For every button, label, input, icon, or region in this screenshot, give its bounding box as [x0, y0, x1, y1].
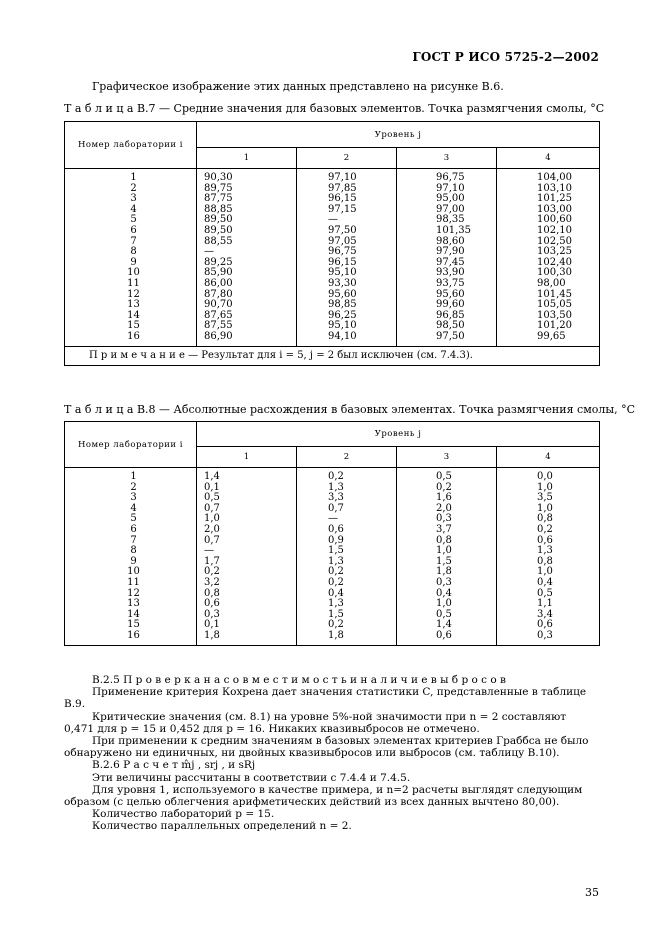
table-cell: 0,5 [436, 471, 452, 482]
table2-level3-column [397, 472, 496, 642]
table-cell: 6 [130, 523, 137, 535]
table-cell: 99,60 [436, 299, 465, 311]
table-cell: 8 [130, 246, 137, 258]
table-cell: 86,90 [204, 330, 233, 342]
table-cell: 1,3 [537, 545, 553, 557]
table-cell: 5 [130, 513, 137, 525]
table-cell: 0,2 [328, 576, 344, 588]
table-cell: 102,40 [537, 256, 572, 268]
table-cell: 0,5 [537, 587, 553, 599]
table-cell: 0,2 [436, 481, 452, 493]
table-cell: 100,60 [537, 214, 572, 226]
table-cell: 87,55 [204, 320, 233, 332]
table-cell: 0,2 [328, 566, 344, 578]
table-cell: 87,75 [204, 193, 233, 205]
table-cell: 97,90 [436, 246, 465, 258]
table-cell: 102,10 [537, 224, 572, 236]
table-cell: 0,7 [204, 502, 220, 514]
table-cell: 1,0 [537, 566, 553, 578]
table2-lab-column [65, 472, 196, 642]
table-cell: 2 [130, 182, 137, 194]
table-cell: 93,90 [436, 267, 465, 279]
table-cell: 87,80 [204, 288, 233, 300]
table-cell: 101,35 [436, 224, 471, 236]
table-cell: 97,85 [328, 182, 357, 194]
table-cell: 0,8 [204, 587, 220, 599]
table-cell: 98,60 [436, 235, 465, 247]
table-cell: 98,35 [436, 214, 465, 226]
table-cell: 16 [127, 330, 140, 342]
table-cell: 2,0 [436, 502, 452, 514]
table-cell: 90,70 [204, 299, 233, 311]
table-cell: 0,2 [328, 471, 344, 482]
table-cell: 0,2 [204, 566, 220, 578]
table2-level2-column [297, 472, 396, 642]
table-cell: 95,00 [436, 193, 465, 205]
table1-level-3: 3 [397, 148, 497, 169]
table-cell: 89,50 [204, 214, 233, 226]
table-cell: 97,45 [436, 256, 465, 268]
table1-level-1: 1 [197, 148, 297, 169]
table-cell: 0,9 [328, 534, 344, 546]
table-cell: — [328, 214, 338, 226]
table-cell: 11 [127, 576, 140, 588]
table-cell: 88,85 [204, 203, 233, 215]
table-cell: 16 [127, 629, 140, 641]
table-cell: 103,00 [537, 203, 572, 215]
section-text [64, 674, 599, 833]
table-cell: 10 [127, 566, 140, 578]
table-cell: 15 [127, 619, 140, 631]
table-cell: 98,50 [436, 320, 465, 332]
para-labs-count: Количество лабораторий p = 15. [92, 808, 275, 821]
table-cell: 96,15 [328, 193, 357, 205]
table-cell: 13 [127, 598, 140, 610]
table-cell: 96,15 [328, 256, 357, 268]
table1-caption [64, 102, 604, 115]
table1-caption-label: Т а б л и ц а [64, 102, 134, 115]
table-cell: 1,5 [328, 608, 344, 620]
table-cell: 13 [127, 299, 140, 311]
table-cell: 1,1 [537, 598, 553, 610]
table1-level4-column [497, 173, 599, 343]
table-cell: 11 [127, 277, 140, 289]
table-cell: 0,1 [204, 619, 220, 631]
table-cell: 15 [127, 320, 140, 332]
b25-title: В.2.5 П р о в е р к а н а с о в м е с т и м о с т ь и н а л и ч и е в ы б р о с о в [92, 674, 506, 686]
table2-level-3: 3 [397, 447, 497, 468]
table-cell: 95,60 [328, 288, 357, 300]
table-cell: 0,5 [204, 492, 220, 504]
table-b7 [64, 121, 600, 366]
table-cell: 1,5 [328, 545, 344, 557]
table-cell: 5 [130, 214, 137, 226]
table-cell: 101,20 [537, 320, 572, 332]
table-cell: 14 [127, 608, 140, 620]
table-cell: 1,5 [436, 555, 452, 567]
table-cell: 12 [127, 288, 140, 300]
table-cell: 7 [130, 534, 137, 546]
table-cell: 0,8 [436, 534, 452, 546]
para-grubbs: При применении к средним значениям в базовых элементах критериев Граббса не было обнаружено ни единичных, ни двойных квазивыбросов или выбросов (см. таблицу В.10). [64, 735, 589, 760]
table-cell: 1,0 [537, 481, 553, 493]
table-cell: 102,50 [537, 235, 572, 247]
para-critical: Критические значения (см. 8.1) на уровне 5%-ной значимости при n = 2 составляют 0,471 для p = 15 и 0,452 для p = 16. Никаких квазивыбросов не отмечено. [64, 710, 567, 735]
table-cell: 85,90 [204, 267, 233, 279]
table-cell: 9 [130, 555, 137, 567]
table-cell: 97,50 [436, 330, 465, 342]
table-cell: 0,7 [204, 534, 220, 546]
table-cell: 103,50 [537, 309, 572, 321]
table-cell: 1,0 [436, 598, 452, 610]
table-cell: 96,75 [328, 246, 357, 258]
table-cell: 8 [130, 545, 137, 557]
table-cell: 100,30 [537, 267, 572, 279]
table-cell: 1,4 [204, 471, 220, 482]
table-cell: 96,25 [328, 309, 357, 321]
table-cell: 0,2 [328, 619, 344, 631]
table-cell: 97,10 [328, 172, 357, 183]
table1-level-4: 4 [497, 148, 600, 169]
standard-header: ГОСТ Р ИСО 5725-2—2002 [412, 50, 599, 64]
table-cell: 96,85 [436, 309, 465, 321]
table-cell: 10 [127, 267, 140, 279]
table1-head-level: Уровень j [197, 122, 600, 148]
table-cell: 1,3 [328, 598, 344, 610]
para-replicates: Количество параллельных определений n = 2. [92, 820, 352, 833]
table-cell: 3 [130, 193, 137, 205]
table-cell: 0,4 [537, 576, 553, 588]
table-cell: 4 [130, 203, 137, 215]
table-cell: 101,25 [537, 193, 572, 205]
table-cell: 9 [130, 256, 137, 268]
table-cell: 89,25 [204, 256, 233, 268]
table-cell: 1,0 [436, 545, 452, 557]
table-cell: 97,10 [436, 182, 465, 194]
table-cell: 0,1 [204, 481, 220, 493]
table-cell: 1,3 [328, 555, 344, 567]
table2-head-level: Уровень j [197, 422, 600, 447]
table1-level-2: 2 [297, 148, 397, 169]
table-cell: 1,3 [328, 481, 344, 493]
table2-caption [64, 403, 635, 416]
table-cell: 0,4 [328, 587, 344, 599]
table-cell: 93,75 [436, 277, 465, 289]
table-cell: 90,30 [204, 172, 233, 183]
table1-level1-column [197, 173, 296, 343]
table-cell: 101,45 [537, 288, 572, 300]
table-cell: 0,5 [436, 608, 452, 620]
table-cell: — [204, 246, 214, 258]
table-cell: 0,8 [537, 555, 553, 567]
table1-level2-column [297, 173, 396, 343]
table-cell: 0,3 [537, 629, 553, 641]
table-cell: 0,2 [537, 523, 553, 535]
table-cell: 1,0 [204, 513, 220, 525]
table-cell: 3,4 [537, 608, 553, 620]
table-cell: 2 [130, 481, 137, 493]
table-cell: 104,00 [537, 172, 572, 183]
table1-caption-text: В.7 — Средние значения для базовых элементов. Точка размягчения смолы, °С [136, 102, 605, 115]
table-cell: 103,25 [537, 246, 572, 258]
table-cell: 1,6 [436, 492, 452, 504]
table-cell: 1,8 [328, 629, 344, 641]
table-cell: 1,4 [436, 619, 452, 631]
table-cell: 0,0 [537, 471, 553, 482]
table-cell: 97,05 [328, 235, 357, 247]
table-cell: 105,05 [537, 299, 572, 311]
table-cell: 3,7 [436, 523, 452, 535]
table-cell: 2,0 [204, 523, 220, 535]
table2-level4-column [497, 472, 599, 642]
intro-text: Графическое изображение этих данных представлено на рисунке В.6. [92, 80, 504, 93]
table-cell: 0,6 [204, 598, 220, 610]
table-cell: 87,65 [204, 309, 233, 321]
table-cell: 95,10 [328, 267, 357, 279]
table-cell: 7 [130, 235, 137, 247]
page-number: 35 [585, 886, 599, 899]
table-cell: 6 [130, 224, 137, 236]
table-cell: 99,65 [537, 330, 566, 342]
table-cell: — [328, 513, 338, 525]
table-cell: 0,7 [328, 502, 344, 514]
table2-caption-text: В.8 — Абсолютные расхождения в базовых элементах. Точка размягчения смолы, °С [136, 403, 636, 416]
table-cell: 3,2 [204, 576, 220, 588]
table-cell: 98,00 [537, 277, 566, 289]
table-cell: 95,60 [436, 288, 465, 300]
table-cell: — [204, 545, 214, 557]
table-cell: 1 [130, 172, 137, 183]
table-cell: 103,10 [537, 182, 572, 194]
table-cell: 1,8 [204, 629, 220, 641]
table-cell: 88,55 [204, 235, 233, 247]
table-cell: 97,15 [328, 203, 357, 215]
table-cell: 1 [130, 471, 137, 482]
table-cell: 0,3 [436, 576, 452, 588]
para-calc: Эти величины рассчитаны в соответствии с 7.4.4 и 7.4.5. [92, 771, 411, 784]
table-cell: 89,50 [204, 224, 233, 236]
table1-head-lab: Номер лаборатории i [65, 122, 197, 169]
table-cell: 1,0 [537, 502, 553, 514]
table-cell: 96,75 [436, 172, 465, 183]
table-cell: 0,3 [436, 513, 452, 525]
table-cell: 0,6 [436, 629, 452, 641]
table-cell: 1,7 [204, 555, 220, 567]
b26-title: В.2.6 Р а с ч е т m̂j , srj , и sRj [92, 759, 256, 772]
table-cell: 86,00 [204, 277, 233, 289]
table-cell: 97,50 [328, 224, 357, 236]
table2-level-2: 2 [297, 447, 397, 468]
table1-level3-column [397, 173, 496, 343]
table-cell: 0,3 [204, 608, 220, 620]
table2-level1-column [197, 472, 296, 642]
table-cell: 0,8 [537, 513, 553, 525]
table-cell: 95,10 [328, 320, 357, 332]
table-cell: 0,6 [328, 523, 344, 535]
table-b8 [64, 421, 600, 646]
table-cell: 3,3 [328, 492, 344, 504]
para-level1: Для уровня 1, используемого в качестве примера, и n=2 расчеты выглядят следующим образом (с целью облегчения арифметических действий из всех данных вычтено 80,00). [64, 783, 583, 809]
table2-head-lab: Номер лаборатории i [65, 422, 197, 468]
table-cell: 0,6 [537, 534, 553, 546]
table2-level-1: 1 [197, 447, 297, 468]
table-cell: 97,00 [436, 203, 465, 215]
table-cell: 0,6 [537, 619, 553, 631]
table-cell: 0,4 [436, 587, 452, 599]
table2-level-4: 4 [497, 447, 600, 468]
table-cell: 89,75 [204, 182, 233, 194]
table-cell: 98,85 [328, 299, 357, 311]
table1-lab-column [65, 173, 196, 343]
table-cell: 12 [127, 587, 140, 599]
table2-caption-label: Т а б л и ц а [64, 403, 134, 416]
table-cell: 1,8 [436, 566, 452, 578]
table-cell: 93,30 [328, 277, 357, 289]
table-cell: 3 [130, 492, 137, 504]
table1-note: П р и м е ч а н и е — Результат для i = 5, j = 2 был исключен (см. 7.4.3). [65, 346, 600, 365]
table-cell: 4 [130, 502, 137, 514]
table-cell: 3,5 [537, 492, 553, 504]
para-cochran: Применение критерия Кохрена дает значения статистики C, представленные в таблице В.9. [64, 686, 587, 711]
table-cell: 94,10 [328, 330, 357, 342]
table-cell: 14 [127, 309, 140, 321]
